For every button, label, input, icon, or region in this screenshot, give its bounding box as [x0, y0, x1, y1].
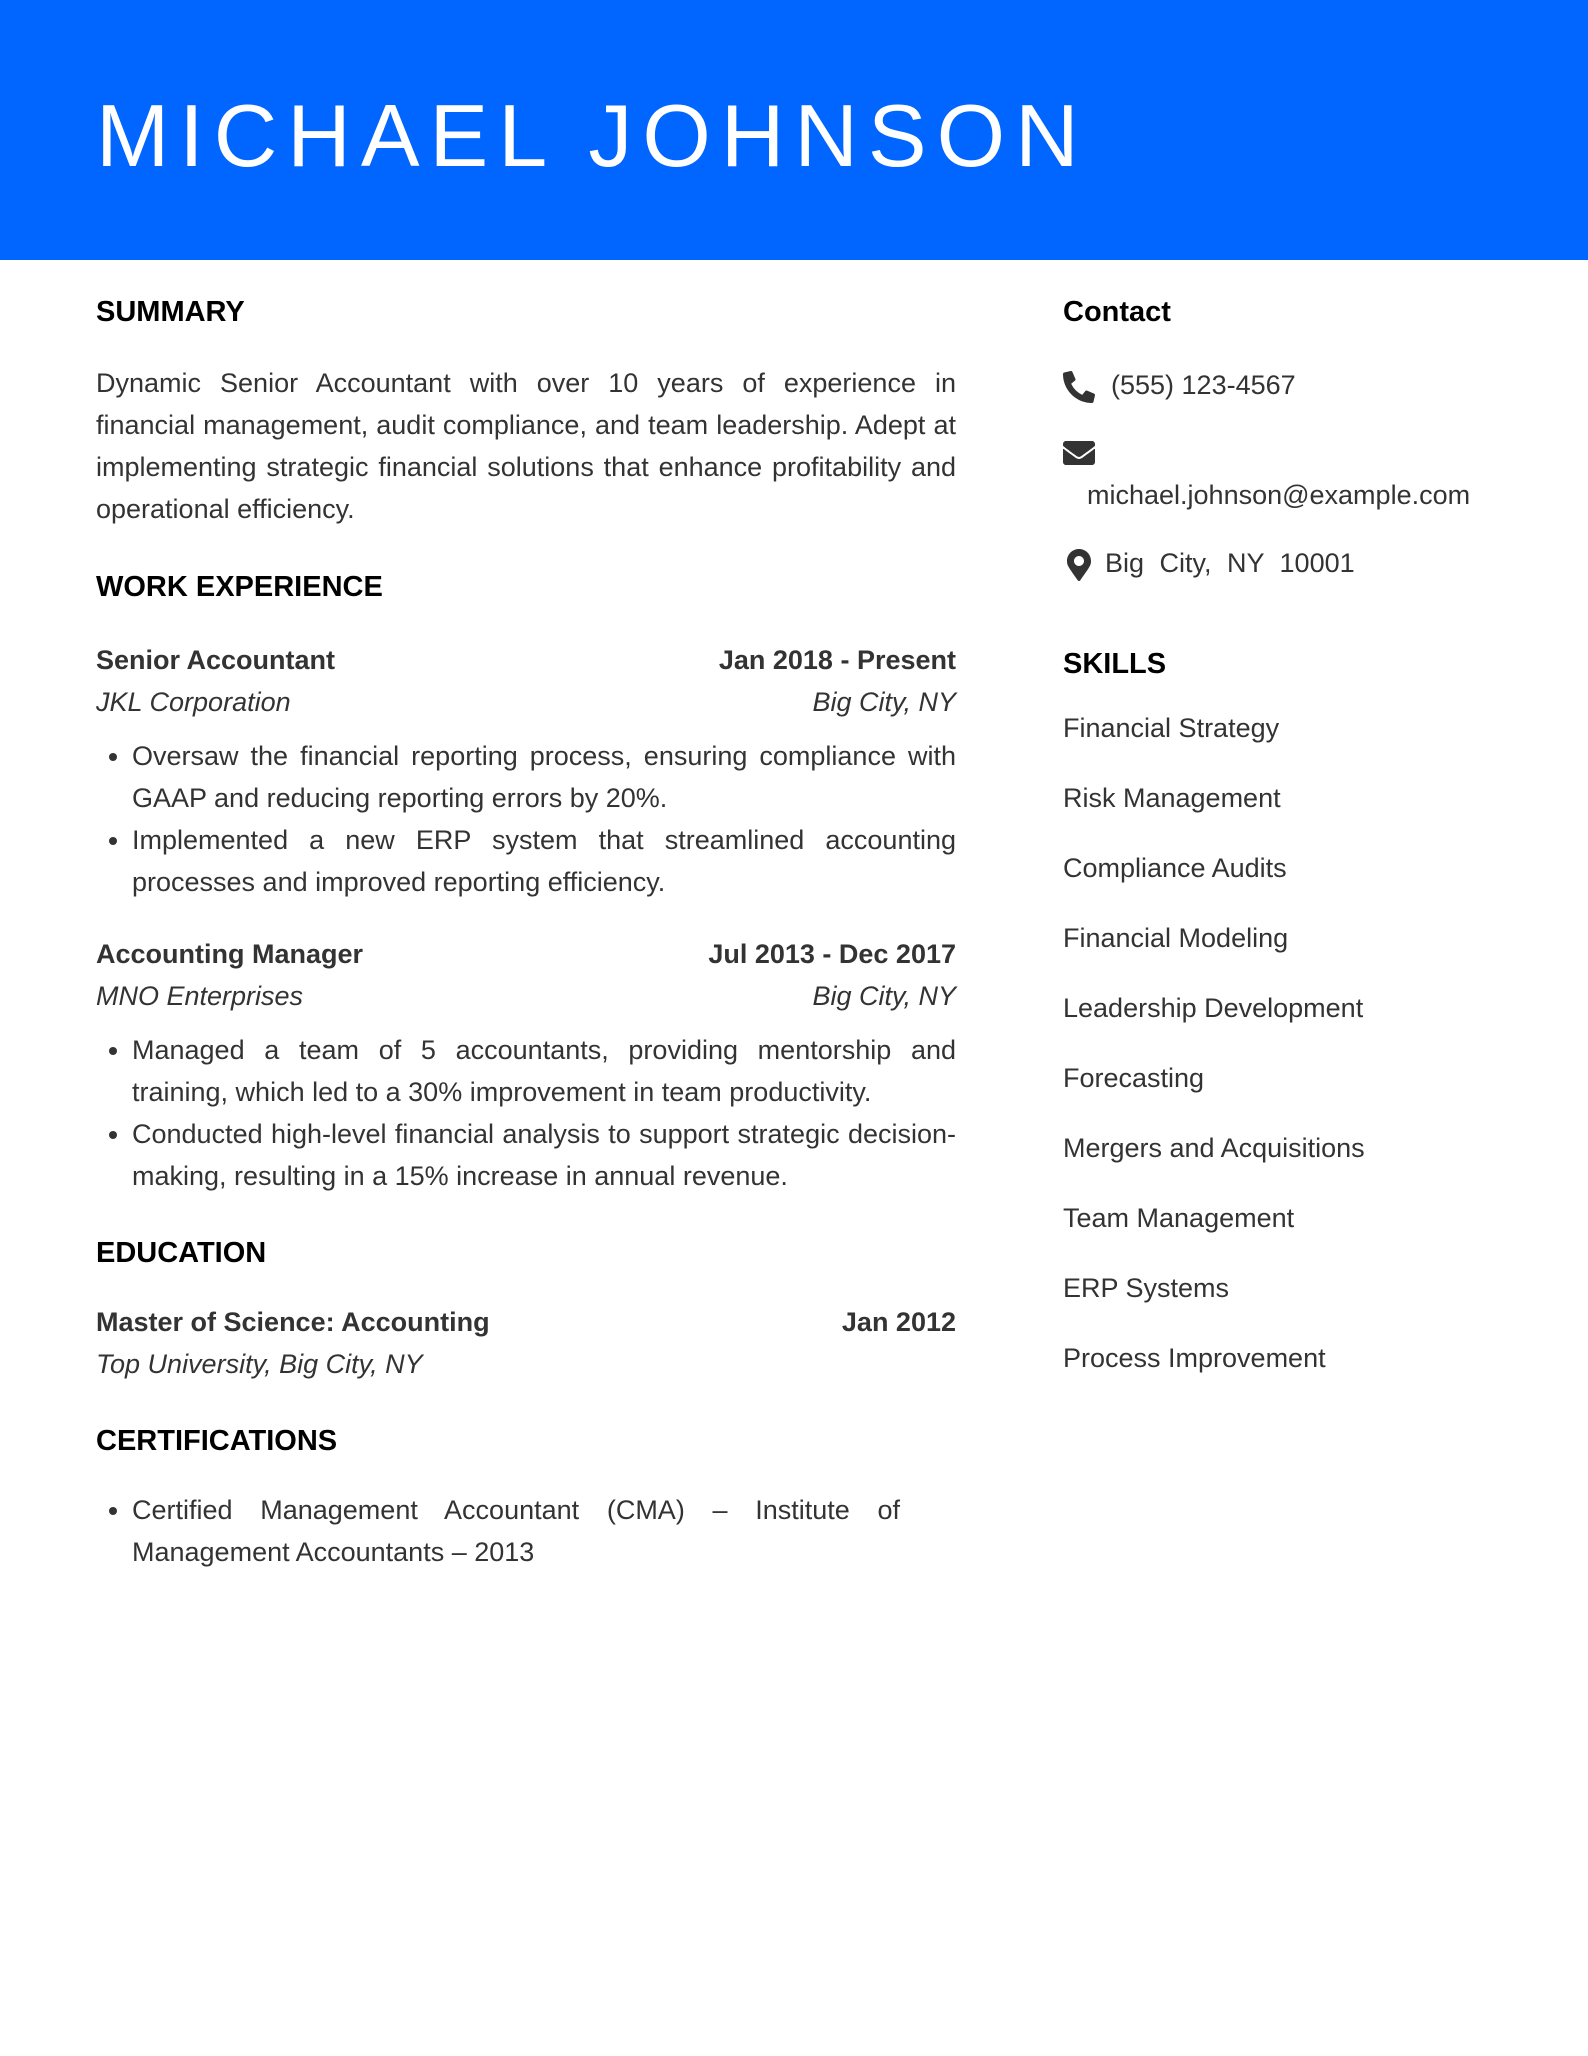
work-experience-section — [96, 567, 956, 1197]
job-dates: Jan 2018 - Present — [718, 645, 956, 675]
skill-item: ERP Systems — [1063, 1273, 1230, 1303]
job-entry — [96, 639, 956, 903]
phone-icon — [1063, 371, 1095, 403]
candidate-name: MICHAEL JOHNSON — [96, 86, 1089, 185]
school: Top University, Big City, NY — [96, 1349, 423, 1379]
job-title: Accounting Manager — [96, 939, 364, 969]
map-pin-icon — [1063, 549, 1095, 581]
job-bullets — [96, 735, 956, 903]
skills-heading: SKILLS — [1063, 648, 1167, 680]
education-entry — [96, 1301, 956, 1385]
skill-item: Financial Strategy — [1063, 713, 1280, 743]
job-bullets — [96, 1029, 956, 1197]
email-address: michael.johnson@example.com — [1087, 480, 1471, 510]
certifications-heading: CERTIFICATIONS — [96, 1425, 338, 1457]
summary-text: Dynamic Senior Accountant with over 10 years of experience in financial management, audit compliance, and team leadership. Adept at implementing strategic financial solutions that enhance profitability and operational efficiency. — [96, 368, 956, 524]
job-entry — [96, 933, 956, 1197]
main-column — [96, 292, 956, 1573]
job-bullet: • Managed a team of 5 accountants, providing mentorship and training, which led to a 30% improvement in team productivity. — [132, 1029, 956, 1113]
job-bullet: • Conducted high-level financial analysis to support strategic decision-making, resulting in a 15% increase in annual revenue. — [132, 1113, 956, 1197]
skill-item: Leadership Development — [1063, 993, 1364, 1023]
job-company: MNO Enterprises — [96, 981, 304, 1011]
skill-item: Team Management — [1063, 1203, 1295, 1233]
contact-section — [1063, 292, 1523, 584]
job-bullet: • Implemented a new ERP system that streamlined accounting processes and improved reporting efficiency. — [132, 819, 956, 903]
skill-item: Risk Management — [1063, 783, 1281, 813]
skill-item: Compliance Audits — [1063, 853, 1287, 883]
certification-item: • Certified Management Accountant (CMA) – Institute of Management Accountants – 2013 — [132, 1489, 956, 1573]
job-title: Senior Accountant — [96, 645, 336, 675]
job-location: Big City, NY — [812, 687, 956, 717]
certifications-section — [96, 1421, 956, 1573]
phone-number: (555) 123-4567 — [1111, 370, 1296, 400]
degree: Master of Science: Accounting — [96, 1307, 490, 1337]
summary-heading: SUMMARY — [96, 296, 245, 328]
skill-item: Forecasting — [1063, 1063, 1205, 1093]
summary-section — [96, 292, 956, 530]
skill-item: Mergers and Acquisitions — [1063, 1133, 1365, 1163]
skill-item: Financial Modeling — [1063, 923, 1289, 953]
contact-email — [1063, 430, 1523, 516]
certifications-list — [96, 1489, 956, 1573]
education-heading: EDUCATION — [96, 1237, 267, 1269]
job-dates: Jul 2013 - Dec 2017 — [708, 939, 956, 969]
job-location: Big City, NY — [812, 981, 956, 1011]
location-text: Big City, NY 10001 — [1105, 548, 1355, 578]
job-company: JKL Corporation — [96, 687, 291, 717]
contact-phone — [1063, 364, 1523, 408]
header-banner — [0, 0, 1588, 260]
contact-location — [1063, 542, 1523, 584]
skill-item: Process Improvement — [1063, 1343, 1326, 1373]
contact-heading: Contact — [1063, 296, 1171, 328]
education-section — [96, 1233, 956, 1385]
graduation-date: Jan 2012 — [841, 1307, 956, 1337]
work-experience-heading: WORK EXPERIENCE — [96, 571, 383, 603]
sidebar-column — [1063, 292, 1523, 1410]
job-bullet: • Oversaw the financial reporting process, ensuring compliance with GAAP and reducing reporting errors by 20%. — [132, 735, 956, 819]
contact-list — [1063, 364, 1523, 584]
skills-section — [1063, 644, 1523, 1376]
envelope-icon — [1063, 437, 1095, 469]
skills-list — [1063, 710, 1523, 1376]
